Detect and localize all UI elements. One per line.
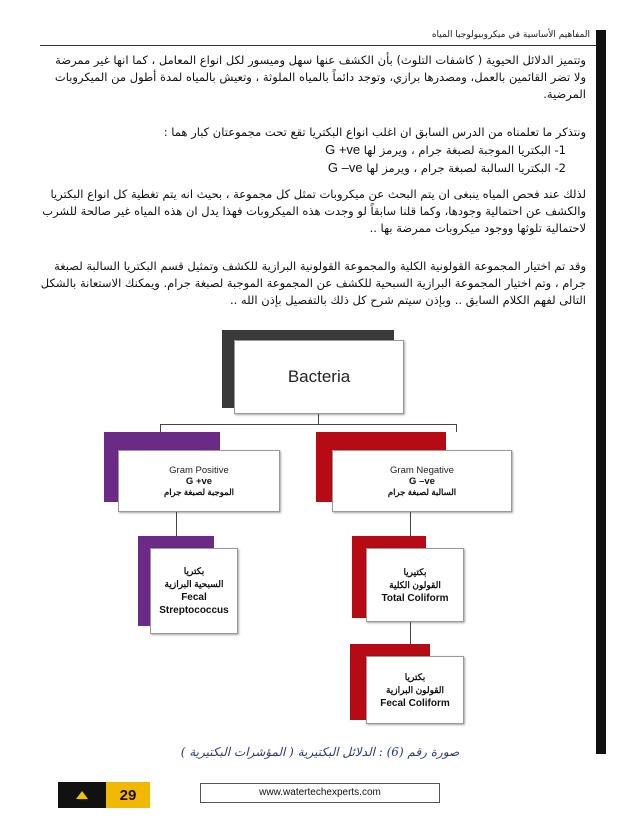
- fecal-coliform-node: [366, 656, 464, 724]
- paragraph-2: [40, 124, 586, 177]
- gram-negative-node: [332, 450, 512, 512]
- list-item-text: 2- البكتريا السالبة لصبغة جرام ، ويرمز لها: [366, 161, 566, 175]
- list-item-gram-negative: [40, 159, 586, 177]
- gram-positive-code: G +ve: [325, 142, 361, 157]
- connector-negative-to-leaf: [410, 512, 411, 536]
- connector-horizontal: [160, 424, 456, 425]
- gram-negative-title: Gram Negative: [390, 464, 454, 476]
- right-margin-bar: [596, 30, 606, 754]
- paragraph-3: [40, 186, 586, 237]
- paragraph-4-text: وقد تم اختيار المجموعة القولونية الكلية والمجموعة القولونية البرازية للكشف وتمثيل قسم البكتريا السالبة لصبغة جرام ، وتم اختيار المجموعة البرازية السبحية للكشف عن المجموعة الموجبة لصبغة جرام. ويمكنك الاستعانة بالشكل التالى لفهم الكلام السابق .. وبإذن سيتم شرح كل ذلك بالتفصيل بإذن الله ..: [40, 259, 586, 307]
- footer-url: www.watertechexperts.com: [200, 783, 440, 803]
- fecal-strep-english-2: Streptococcus: [159, 605, 229, 616]
- up-triangle-icon: [76, 791, 88, 799]
- paragraph-1-text: وتتميز الدلائل الحيوية ( كاشفات التلوث) بأن الكشف عنها سهل وميسور لكل انواع المعامل ، كما انها غير ممرضة ولا تضر القائمين بالعمل، ومصدرها برازي، وتوجد دائماً بالمياه الملوثة ، وتعيش بالمياه لمدة أطول من الميكروبات المرضية.: [54, 53, 586, 101]
- header-rule: [40, 45, 596, 46]
- fecal-coliform-english: Fecal Coliform: [380, 697, 450, 709]
- footer-arrow-block: [58, 782, 106, 808]
- gram-positive-title: Gram Positive: [169, 464, 229, 476]
- fecal-coliform-arabic-1: بكتريا: [404, 671, 426, 682]
- total-coliform-node: [366, 548, 464, 622]
- root-label: Bacteria: [287, 367, 351, 386]
- fecal-strep-english-1: Fecal: [181, 592, 207, 603]
- gram-positive-arabic: الموجبة لصبغة جرام: [163, 486, 235, 497]
- fecal-strep-arabic-2: السبحية البرازية: [164, 579, 224, 589]
- paragraph-4: [40, 258, 586, 309]
- list-item-text: 1- البكتريا الموجبة لصبغة جرام ، ويرمز لها: [363, 143, 566, 157]
- total-coliform-english: Total Coliform: [381, 592, 449, 604]
- list-item-gram-positive: [40, 141, 586, 159]
- connector-total-to-fecal: [410, 622, 411, 644]
- paragraph-1: [40, 52, 586, 103]
- gram-positive-code: G +ve: [185, 475, 213, 487]
- figure-caption: صورة رقم (6) : الدلائل البكتيرية ( المؤشرات البكتيرية ): [180, 745, 460, 759]
- fecal-strep-node: [150, 548, 238, 634]
- gram-negative-arabic: السالبة لصبغة جرام: [387, 486, 457, 497]
- fecal-strep-arabic-1: بكتريا: [183, 566, 205, 576]
- total-coliform-arabic-1: بكتيريا: [403, 566, 427, 577]
- connector-positive-to-leaf: [176, 512, 177, 536]
- connector-right-down: [456, 424, 457, 432]
- gram-negative-code: G –ve: [409, 475, 435, 487]
- gram-positive-node: [118, 450, 280, 512]
- connector-root-down: [318, 414, 319, 424]
- total-coliform-arabic-2: القولون الكلية: [389, 579, 441, 590]
- page-number: 29: [106, 782, 150, 808]
- gram-negative-code: G –ve: [327, 160, 363, 175]
- paragraph-2-intro: ونتذكر ما تعلمناه من الدرس السابق ان اغلب انواع البكتريا تقع تحت مجموعتان كبار هما :: [163, 125, 586, 139]
- fecal-coliform-arabic-2: القولون البرازية: [385, 684, 445, 695]
- root-node: [234, 340, 404, 414]
- running-header: المفاهيم الأساسية في ميكروبيولوجيا المياه: [431, 30, 590, 40]
- connector-left-down: [160, 424, 161, 432]
- paragraph-3-text: لذلك عند فحص المياه ينبغى ان يتم البحث عن ميكروبات تمثل كل مجموعة ، بحيث انه يتم تغطية كل انواع البكتريا والكشف عن احتمالية وجودها، وكما قلنا سابقاً لو وجدت هذه الميكروبات فهذا يدل ان هذه المياه غير صالحة للشرب لاحتمالية تلوثها ووجود ميكروبات ممرضة بها ..: [42, 187, 586, 235]
